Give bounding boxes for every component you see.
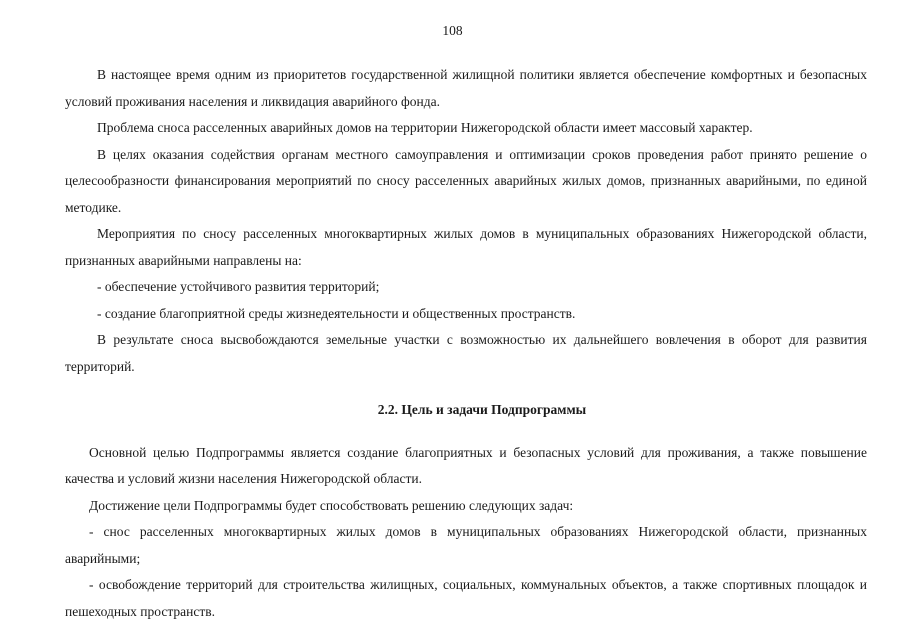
- list-item: - создание благоприятной среды жизнедеятельности и общественных пространств.: [97, 305, 576, 321]
- section-problem-description: [65, 62, 867, 380]
- paragraph: В результате сноса высвобождаются земельные участки с возможностью их дальнейшего вовлечения в оборот для развития территорий.: [65, 332, 867, 374]
- section-goals-and-tasks: [65, 440, 867, 626]
- paragraph: Мероприятия по сносу расселенных многоквартирных жилых домов в муниципальных образованиях Нижегородской области, признанных аварийными направлены на:: [65, 226, 867, 268]
- paragraph: Проблема сноса расселенных аварийных домов на территории Нижегородской области имеет массовый характер.: [97, 120, 753, 135]
- document-body: [65, 62, 867, 625]
- section-heading: 2.2. Цель и задачи Подпрограммы: [377, 402, 587, 417]
- page-number: 108: [442, 23, 463, 38]
- paragraph: Основной целью Подпрограммы является создание благоприятных и безопасных условий для проживания, а также повышение качества и условий жизни населения Нижегородской области.: [65, 444, 867, 486]
- list-item: - освобождение территорий для строительства жилищных, социальных, коммунальных объектов, а также спортивных площадок и пешеходных пространств.: [65, 577, 867, 619]
- list-item: - обеспечение устойчивого развития территорий;: [97, 279, 380, 294]
- paragraph: В настоящее время одним из приоритетов государственной жилищной политики является обеспечение комфортных и безопасных условий проживания населения и ликвидация аварийного фонда.: [65, 67, 867, 109]
- paragraph: Достижение цели Подпрограммы будет способствовать решению следующих задач:: [89, 497, 574, 513]
- paragraph: В целях оказания содействия органам местного самоуправления и оптимизации сроков проведения работ принято решение о целесообразности финансирования мероприятий по сносу расселенных аварийных жилых домов, признанных аварийными, по единой методике.: [65, 146, 867, 215]
- list-item: - снос расселенных многоквартирных жилых домов в муниципальных образованиях Нижегородской области, признанных аварийными;: [65, 524, 867, 566]
